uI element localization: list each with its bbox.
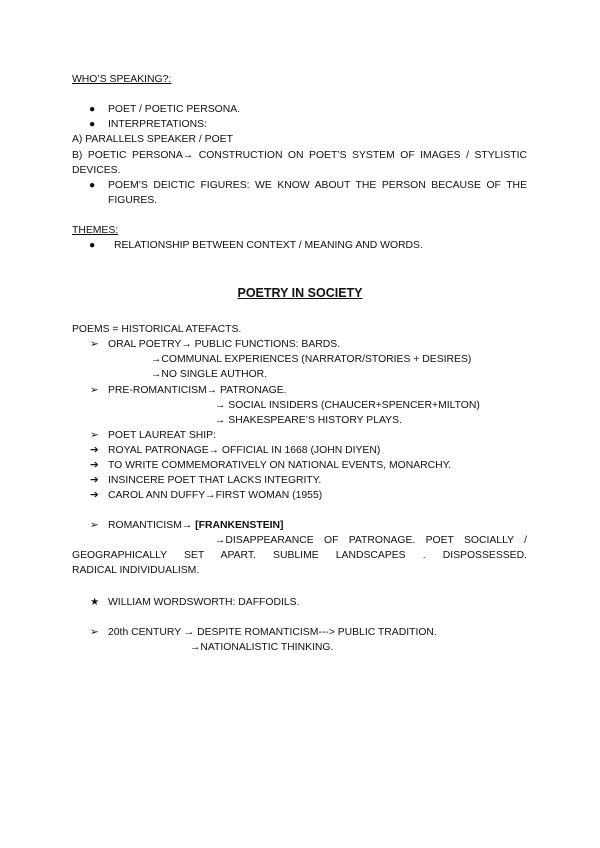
arrow-icon: ➔	[90, 460, 99, 471]
sub-item: →NATIONALISTIC THINKING.	[190, 642, 334, 653]
chevron-icon: ➢	[90, 627, 99, 638]
bullet-icon: ●	[89, 240, 96, 251]
list-item: WILLIAM WORDSWORTH: DAFFODILS.	[108, 597, 300, 608]
arrow-icon: ➔	[90, 475, 99, 486]
list-item: POET / POETIC PERSONA.	[108, 104, 241, 115]
list-item: ROYAL PATRONAGE→ OFFICIAL IN 1668 (JOHN DIYEN)	[108, 445, 381, 456]
list-item: ORAL POETRY→ PUBLIC FUNCTIONS: BARDS.	[108, 339, 341, 350]
list-item: INSINCERE POET THAT LACKS INTEGRITY.	[108, 475, 322, 486]
list-item: POET LAUREAT SHIP:	[108, 430, 216, 441]
list-item: PRE-ROMANTICISM→ PATRONAGE.	[108, 385, 287, 396]
text-line: POEMS = HISTORICAL ATEFACTS.	[72, 324, 242, 335]
arrow-icon: ➔	[90, 445, 99, 456]
page-title: POETRY IN SOCIETY	[237, 286, 363, 300]
text-line: RADICAL INDIVIDUALISM.	[72, 565, 200, 576]
list-item: POEM’S DEICTIC FIGURES: WE KNOW ABOUT THE PERSON BECAUSE OF THE FIGURES.	[108, 180, 527, 206]
chevron-icon: ➢	[90, 430, 99, 441]
sub-item: →NO SINGLE AUTHOR.	[151, 369, 268, 380]
list-item: 20th CENTURY → DESPITE ROMANTICISM---> PUBLIC TRADITION.	[108, 627, 437, 638]
section-heading-themes: THEMES:	[72, 225, 119, 236]
chevron-icon: ➢	[90, 339, 99, 350]
arrow-icon: ➔	[90, 490, 99, 501]
bullet-icon: ●	[89, 180, 96, 191]
sub-item: → SOCIAL INSIDERS (CHAUCER+SPENCER+MILTON)	[215, 400, 480, 411]
bullet-icon: ●	[89, 104, 96, 115]
bullet-icon: ●	[89, 119, 96, 130]
list-item	[108, 520, 284, 532]
list-item: INTERPRETATIONS:	[108, 119, 207, 130]
chevron-icon: ➢	[90, 385, 99, 396]
sub-item: →COMMUNAL EXPERIENCES (NARRATOR/STORIES + DESIRES)	[151, 354, 472, 365]
list-item: RELATIONSHIP BETWEEN CONTEXT / MEANING AND WORDS.	[114, 240, 423, 251]
frankenstein-label: [FRANKENSTEIN]	[195, 520, 284, 531]
list-item: CAROL ANN DUFFY→FIRST WOMAN (1955)	[108, 490, 323, 501]
text-line: A) PARALLELS SPEAKER / POET	[72, 134, 233, 145]
list-item: TO WRITE COMMEMORATIVELY ON NATIONAL EVENTS, MONARCHY.	[108, 460, 452, 471]
text-line: GEOGRAPHICALLY SET APART. SUBLIME LANDSCAPES . DISPOSSESSED.	[72, 550, 527, 561]
sub-item: → SHAKESPEARE’S HISTORY PLAYS.	[215, 415, 402, 426]
text-paragraph: B) POETIC PERSONA→ CONSTRUCTION ON POET’S SYSTEM OF IMAGES / STYLISTIC DEVICES.	[72, 150, 527, 176]
star-icon: ★	[90, 597, 100, 608]
romanticism-label: ROMANTICISM→	[108, 520, 196, 531]
text-line: →DISAPPEARANCE OF PATRONAGE. POET SOCIALLY /	[215, 535, 527, 546]
chevron-icon: ➢	[90, 520, 99, 531]
section-heading-speaking: WHO’S SPEAKING?:	[72, 74, 172, 85]
